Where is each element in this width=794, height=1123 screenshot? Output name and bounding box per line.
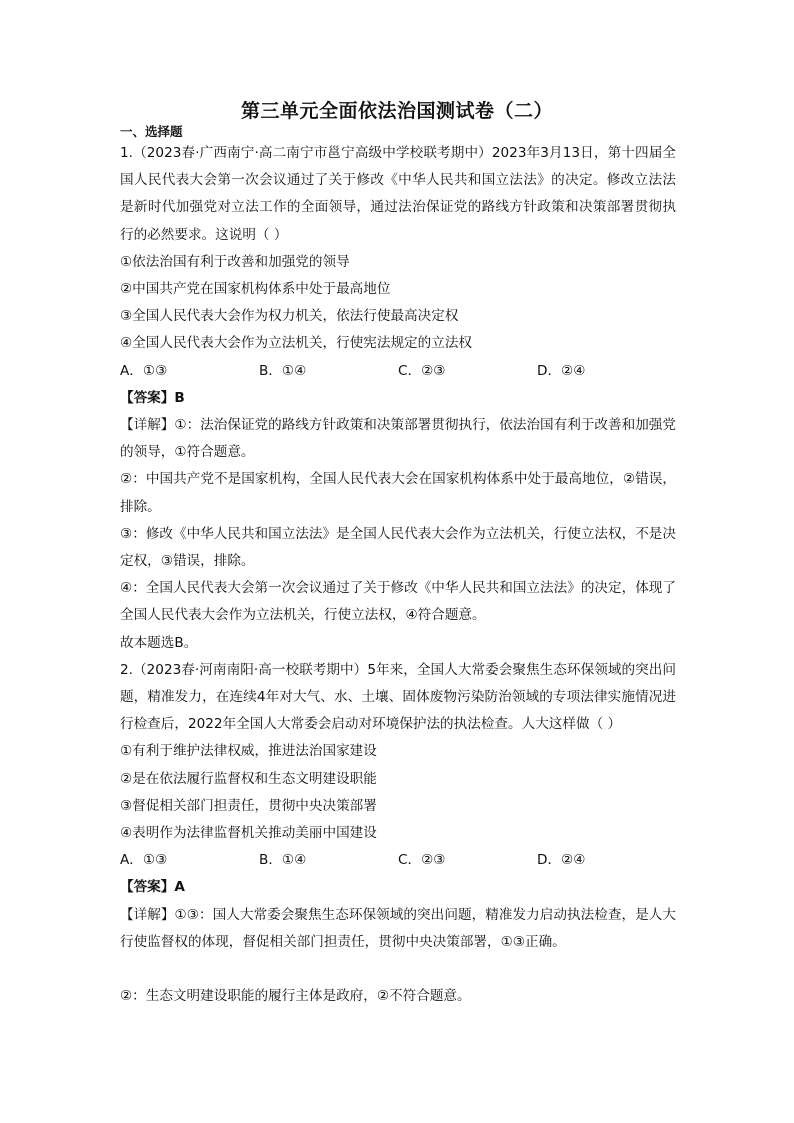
question-2-analysis: ②：生态文明建设职能的履行主体是政府，②不符合题意。 [120, 988, 471, 1005]
question-1-options [120, 358, 676, 385]
question-2-answer: 【答案】A [120, 879, 185, 896]
question-2-statement: ③督促相关部门担责任，贯彻中央决策部署 [120, 797, 377, 814]
question-2-options [120, 847, 676, 874]
question-1-stem: 1.（2023春·广西南宁·高二南宁市邕宁高级中学校联考期中）2023年3月13日，第十四届全国人民代表大会第一次会议通过了关于修改《中华人民共和国立法法》的决定。修改立法法是新时代加强党对立法工作的全面领导，通过法治保证党的路线方针政策和决策部署贯彻执行的必然要求。这说明（ ） [120, 145, 676, 243]
paragraph-gap [120, 956, 676, 983]
question-1-answer: 【答案】B [120, 389, 185, 406]
section-heading: 一、选择题 [120, 124, 183, 139]
option-a: A．①③ [120, 362, 168, 379]
question-2-statement: ④表明作为法律监督机关推动美丽中国建设 [120, 825, 377, 842]
question-1-statement: ②中国共产党在国家机构体系中处于最高地位 [120, 281, 391, 298]
option-d: D．②④ [537, 362, 586, 379]
option-d: D．②④ [537, 852, 586, 869]
question-1-statement: ④全国人民代表大会作为立法机关，行使宪法规定的立法权 [120, 335, 473, 352]
question-2-stem: 2.（2023春·河南南阳·高一校联考期中）5年来，全国人大常委会聚焦生态环保领域的突出问题，精准发力，在连续4年对大气、水、土壤、固体废物污染防治领域的专项法律实施情况进行检查后，2022年全国人大常委会启动对环境保护法的执法检查。人大这样做（ ） [120, 661, 676, 733]
question-1-analysis: 【详解】①：法治保证党的路线方针政策和决策部署贯彻执行，依法治国有利于改善和加强党的领导，①符合题意。 [120, 417, 676, 461]
option-c: C．②③ [398, 362, 446, 379]
question-2-analysis: 【详解】①③：国人大常委会聚焦生态环保领域的突出问题，精准发力启动执法检查，是人大行使监督权的体现，督促相关部门担责任，贯彻中央决策部署，①③正确。 [120, 906, 676, 950]
option-a: A．①③ [120, 852, 168, 869]
page-title: 第三单元全面依法治国测试卷（二） [240, 100, 553, 122]
question-1-statement: ①依法治国有利于改善和加强党的领导 [120, 253, 350, 270]
question-1-statement: ③全国人民代表大会作为权力机关，依法行使最高决定权 [120, 308, 459, 325]
document-body [120, 140, 676, 1010]
option-b: B．①④ [259, 852, 307, 869]
option-b: B．①④ [259, 362, 307, 379]
question-1-analysis: ④：全国人民代表大会第一次会议通过了关于修改《中华人民共和国立法法》的决定，体现了全国人民代表大会作为立法机关，行使立法权，④符合题意。 [120, 580, 676, 624]
question-2-statement: ①有利于维护法律权威，推进法治国家建设 [120, 743, 377, 760]
question-2-statement: ②是在依法履行监督权和生态文明建设职能 [120, 770, 377, 787]
question-1-analysis: ②：中国共产党不是国家机构，全国人民代表大会在国家机构体系中处于最高地位，②错误，排除。 [120, 471, 676, 515]
question-1-analysis: ③：修改《中华人民共和国立法法》是全国人民代表大会作为立法机关，行使立法权，不是决定权，③错误，排除。 [120, 525, 676, 570]
question-1-conclusion: 故本题选B。 [120, 634, 198, 651]
option-c: C．②③ [398, 852, 446, 869]
